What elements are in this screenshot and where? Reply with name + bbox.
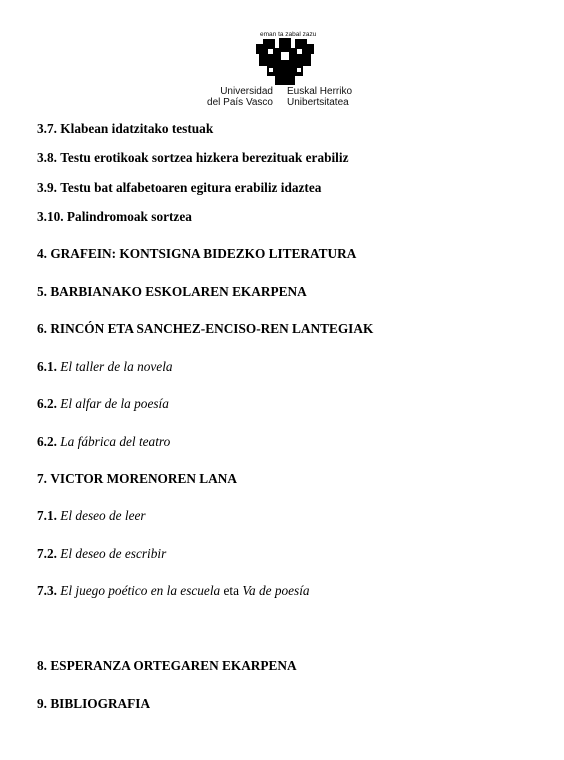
toc-number: 3.7. <box>37 121 57 136</box>
toc-item <box>37 321 373 337</box>
toc-title: GRAFEIN: KONTSIGNA BIDEZKO LITERATURA <box>50 246 357 261</box>
toc-title: Klabean idatzitako testuak <box>60 121 214 136</box>
logo-motto: eman ta zabal zazu <box>260 31 317 38</box>
toc-number: 8. <box>37 658 47 673</box>
toc-title: VICTOR MORENOREN LANA <box>50 471 237 486</box>
spanish-name-line-2: del País Vasco <box>207 97 273 108</box>
toc-item <box>37 121 213 137</box>
basque-name-line-2: Unibertsitatea <box>287 97 349 108</box>
toc-title: BIBLIOGRAFIA <box>50 696 151 711</box>
toc-number: 6.2. <box>37 434 57 449</box>
toc-number: 6.2. <box>37 396 57 411</box>
toc-number: 3.9. <box>37 180 57 195</box>
toc-number: 6. <box>37 321 47 336</box>
spanish-name-line-1: Universidad <box>220 86 273 97</box>
toc-item <box>37 471 237 487</box>
toc-item <box>37 396 169 412</box>
toc-number: 3.10. <box>37 209 64 224</box>
toc-item <box>37 583 310 599</box>
university-emblem-icon <box>255 38 315 86</box>
toc-title: Testu erotikoak sortzea hizkera berezituak erabiliz <box>60 150 349 165</box>
toc-item <box>37 209 192 225</box>
university-logo <box>190 28 380 112</box>
toc-number: 9. <box>37 696 47 711</box>
toc-title: El alfar de la poesía <box>60 396 169 411</box>
toc-title-second: Va de poesía <box>242 583 310 598</box>
toc-title: ESPERANZA ORTEGAREN EKARPENA <box>50 658 297 673</box>
toc-item <box>37 508 146 524</box>
toc-item <box>37 359 173 375</box>
toc-item <box>37 284 307 300</box>
toc-title: Palindromoak sortzea <box>66 209 192 224</box>
toc-item <box>37 180 321 196</box>
toc-number: 7.3. <box>37 583 57 598</box>
toc-number: 3.8. <box>37 150 57 165</box>
toc-title: RINCÓN ETA SANCHEZ-ENCISO-REN LANTEGIAK <box>50 321 374 336</box>
toc-number: 6.1. <box>37 359 57 374</box>
toc-item <box>37 150 348 166</box>
toc-title: BARBIANAKO ESKOLAREN EKARPENA <box>50 284 307 299</box>
toc-conjunction: eta <box>223 583 239 598</box>
basque-name-line-1: Euskal Herriko <box>287 86 353 97</box>
toc-number: 7. <box>37 471 47 486</box>
toc-number: 5. <box>37 284 47 299</box>
toc-item <box>37 546 166 562</box>
toc-item <box>37 434 170 450</box>
toc-title: El taller de la novela <box>60 359 173 374</box>
toc-item <box>37 246 356 262</box>
toc-title: La fábrica del teatro <box>60 434 171 449</box>
toc-title: Testu bat alfabetoaren egitura erabiliz idaztea <box>60 180 322 195</box>
toc-item <box>37 658 297 674</box>
toc-item <box>37 696 150 712</box>
toc-number: 7.1. <box>37 508 57 523</box>
basque-name <box>287 86 382 108</box>
toc-number: 7.2. <box>37 546 57 561</box>
spanish-name <box>191 86 273 108</box>
toc-number: 4. <box>37 246 47 261</box>
toc-title: El deseo de escribir <box>60 546 167 561</box>
toc-title: El deseo de leer <box>60 508 146 523</box>
toc-title: El juego poético en la escuela <box>60 583 221 598</box>
